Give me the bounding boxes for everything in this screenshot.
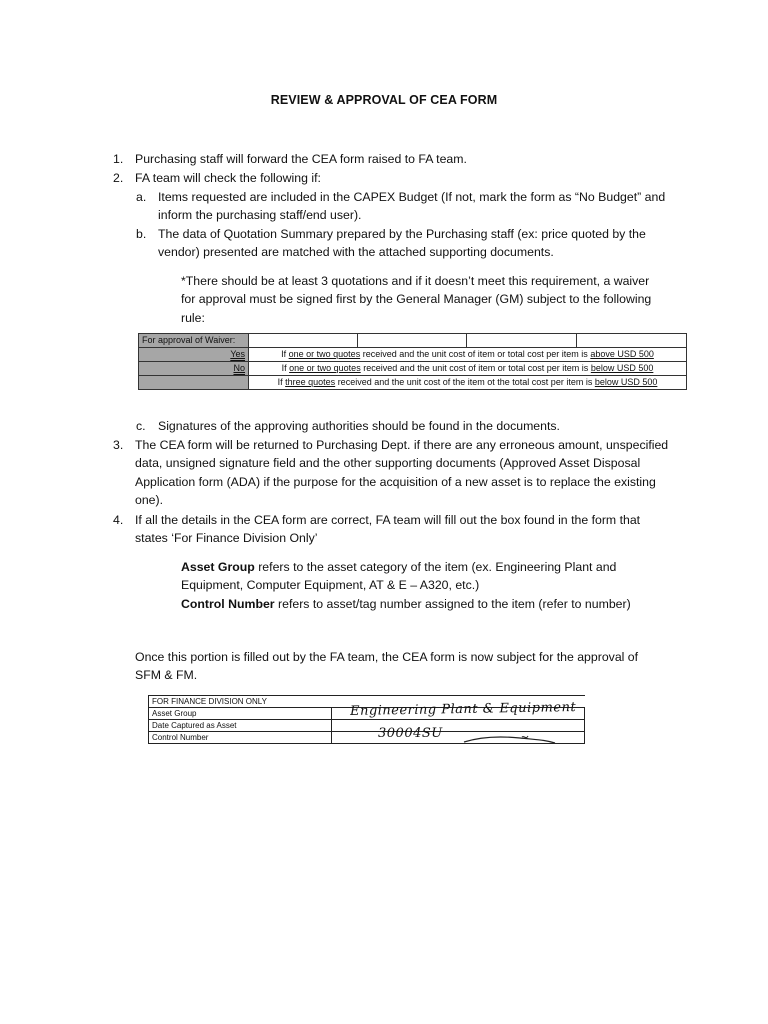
signature-scribble bbox=[460, 733, 560, 749]
control-number-label: Control Number bbox=[149, 732, 332, 744]
waiver-note bbox=[181, 272, 679, 327]
waiver-row-three bbox=[139, 376, 687, 390]
page-title: REVIEW & APPROVAL OF CEA FORM bbox=[270, 93, 498, 107]
sub-letter: a. bbox=[136, 190, 147, 204]
sub-text-line: The data of Quotation Summary prepared by the Purchasing staff (ex: price quoted by the bbox=[158, 227, 646, 241]
asset-group-definition: Asset Group refers to the asset category of the item (ex. Engineering Plant and bbox=[181, 560, 617, 574]
note-line: rule: bbox=[181, 310, 205, 325]
no-label: No bbox=[139, 362, 249, 376]
term: Control Number bbox=[181, 596, 275, 611]
sub-letter: b. bbox=[136, 227, 147, 241]
list-number: 1. bbox=[113, 152, 124, 166]
sub-text-line: Signatures of the approving authorities should be found in the documents. bbox=[158, 419, 560, 433]
closing-line: Once this portion is filled out by the FA team, the CEA form is now subject for the approval of bbox=[135, 650, 639, 664]
waiver-header-cell: For approval of Waiver: bbox=[139, 334, 249, 348]
list-text: FA team will check the following if: bbox=[135, 171, 321, 185]
waiver-rule-text: If three quotes received and the unit cost of the item ot the total cost per item is below USD 500 bbox=[249, 376, 687, 390]
list-number: 3. bbox=[113, 438, 124, 452]
list-text: Purchasing staff will forward the CEA form raised to FA team. bbox=[135, 152, 467, 166]
control-number-definition: Control Number refers to asset/tag number assigned to the item (refer to number) bbox=[181, 596, 631, 611]
waiver-row-no bbox=[139, 362, 687, 376]
closing-line: SFM & FM. bbox=[135, 668, 198, 683]
waiver-row-yes bbox=[139, 348, 687, 362]
waiver-table bbox=[138, 333, 687, 390]
date-captured-label: Date Captured as Asset bbox=[149, 720, 332, 732]
closing-paragraph bbox=[135, 648, 681, 685]
date-captured-value-cell bbox=[332, 720, 585, 732]
empty-cell bbox=[577, 334, 687, 348]
sub-text-line: Items requested are included in the CAPEX Budget (If not, mark the form as “No Budget” and bbox=[158, 190, 666, 204]
list-text-line: If all the details in the CEA form are correct, FA team will fill out the box found in the form that bbox=[135, 513, 641, 527]
waiver-rule-text: If one or two quotes received and the unit cost of item or total cost per item is above USD 500 bbox=[249, 348, 687, 362]
yes-label: Yes bbox=[139, 348, 249, 362]
list-text-line: The CEA form will be returned to Purchasing Dept. if there are any erroneous amount, unspecified bbox=[135, 438, 669, 452]
sub-text-line: vendor) presented are matched with the attached supporting documents. bbox=[158, 245, 554, 259]
list-text-line: Application form (ADA) if the purpose for the acquisition of a new asset is to replace the existing bbox=[135, 475, 656, 489]
sub-letter: c. bbox=[136, 419, 146, 433]
empty-cell bbox=[467, 334, 577, 348]
list-text-line: one). bbox=[135, 493, 164, 507]
list-text-line: states ‘For Finance Division Only’ bbox=[135, 531, 318, 545]
waiver-header-row bbox=[139, 334, 687, 348]
empty-cell bbox=[139, 376, 249, 390]
finance-row bbox=[149, 720, 585, 732]
empty-cell bbox=[249, 334, 358, 348]
empty-cell bbox=[358, 334, 467, 348]
waiver-rule-text: If one or two quotes received and the unit cost of item or total cost per item is below USD 500 bbox=[249, 362, 687, 376]
handwritten-control-number: 30004SU bbox=[378, 726, 443, 741]
note-line: for approval must be signed first by the General Manager (GM) subject to the following bbox=[181, 292, 652, 307]
term: Asset Group bbox=[181, 560, 255, 574]
list-number: 2. bbox=[113, 171, 124, 185]
handwritten-asset-group: Engineering Plant & Equipment bbox=[349, 700, 577, 719]
list-number: 4. bbox=[113, 513, 124, 527]
list-text-line: data, unsigned signature field and the other supporting documents (Approved Asset Disposal bbox=[135, 456, 641, 470]
finance-header: FOR FINANCE DIVISION ONLY bbox=[149, 696, 585, 708]
note-line: *There should be at least 3 quotations and if it doesn’t meet this requirement, a waiver bbox=[181, 274, 650, 288]
asset-group-label: Asset Group bbox=[149, 708, 332, 720]
sub-text-line: inform the purchasing staff/end user). bbox=[158, 208, 362, 222]
asset-group-definition-cont: Equipment, Computer Equipment, AT & E – A320, etc.) bbox=[181, 578, 480, 593]
definitions bbox=[181, 558, 681, 613]
